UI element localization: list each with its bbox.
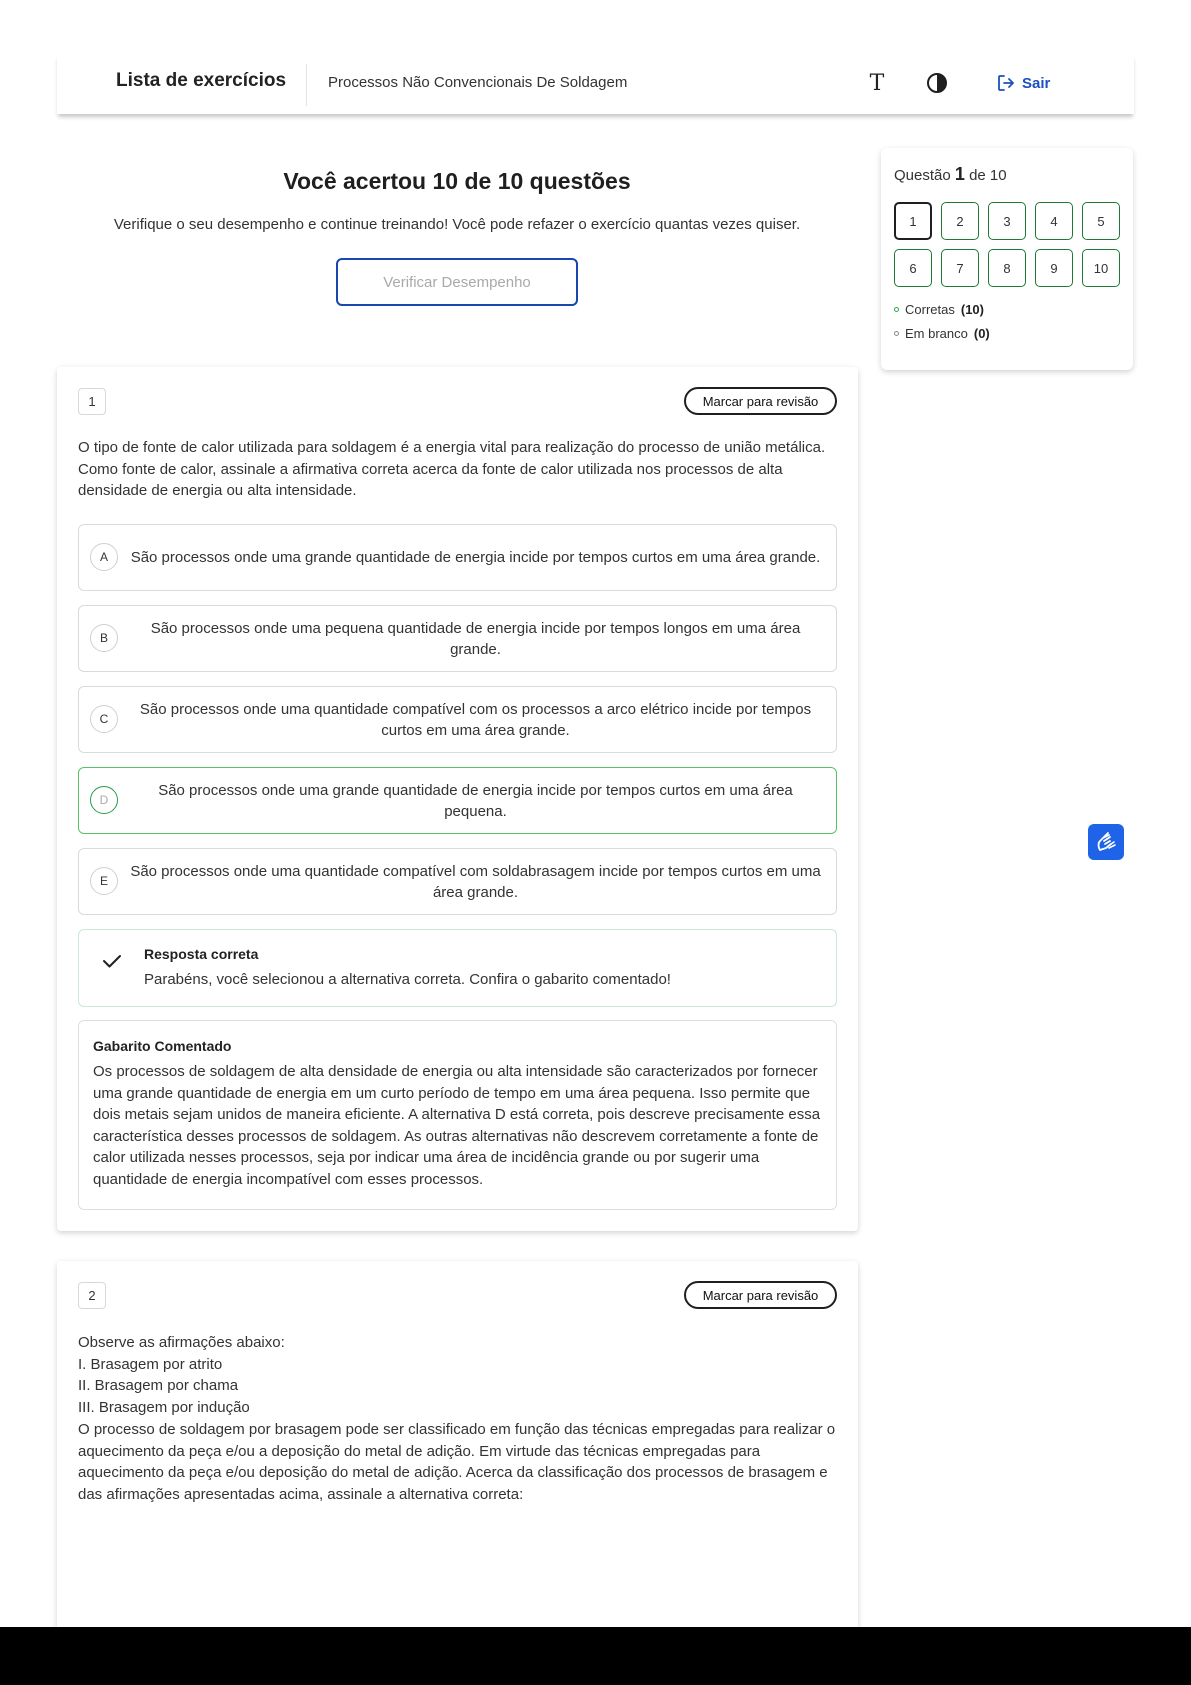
option-text: São processos onde uma quantidade compatível com soldabrasagem incide por tempos curtos em uma área grande. (130, 862, 821, 901)
legend-blank-count: (0) (973, 326, 990, 341)
option-text: São processos onde uma grande quantidade de energia incide por tempos curtos em uma área pequena. (158, 781, 793, 820)
question-statement: O tipo de fonte de calor utilizada para soldagem é a energia vital para realização do processo de união metálica. Como fonte de calor, assinale a afirmativa correta acerca da fonte de calor utilizada nos processos de alta densidade de energia ou alta intensidade. (78, 439, 826, 500)
navigator-total: de 10 (969, 167, 1007, 184)
subject-title: Processos Não Convencionais De Soldagem (328, 74, 628, 91)
nav-question-9[interactable]: 9 (1035, 249, 1073, 287)
explanation-title: Gabarito Comentado (93, 1038, 232, 1054)
question-card-2 (57, 1261, 858, 1661)
legend-blank-label: Em branco (905, 326, 968, 341)
font-size-button[interactable] (860, 66, 894, 100)
option-letter: A (90, 543, 118, 571)
option-text: São processos onde uma pequena quantidade de energia incide por tempos longos em uma área grande. (150, 619, 801, 658)
sign-language-icon (1094, 830, 1118, 854)
navigator-label: Questão (894, 167, 951, 184)
question-card-1 (57, 367, 858, 1231)
option-text: São processos onde uma grande quantidade de energia incide por tempos curtos em uma área grande. (130, 549, 821, 566)
nav-question-1[interactable]: 1 (894, 202, 932, 240)
navigator-grid (894, 202, 1120, 287)
bottom-bar (0, 1627, 1191, 1685)
mark-for-review-button[interactable]: Marcar para revisão (684, 387, 837, 415)
nav-question-2[interactable]: 2 (941, 202, 979, 240)
option-letter: E (90, 867, 118, 895)
legend-correct-count: (10) (960, 302, 984, 317)
nav-question-5[interactable]: 5 (1082, 202, 1120, 240)
nav-question-6[interactable]: 6 (894, 249, 932, 287)
option-a[interactable] (78, 524, 837, 591)
header-divider (306, 64, 307, 106)
contrast-button[interactable] (920, 66, 954, 100)
nav-question-3[interactable]: 3 (988, 202, 1026, 240)
option-letter: C (90, 705, 118, 733)
nav-question-8[interactable]: 8 (988, 249, 1026, 287)
nav-question-4[interactable]: 4 (1035, 202, 1073, 240)
statement-line: O processo de soldagem por brasagem pode ser classificado em função das técnicas empregadas para realizar o aquecimento da peça e/ou a deposição do metal de adição. Em virtude das técnicas empregadas para aquecimento da peça e/ou deposição do metal de adição. Acerca da classificação dos processos de brasagem e das afirmações apresentadas acima, assinale a alternativa correta: (78, 1420, 836, 1503)
logout-label: Sair (1022, 74, 1051, 92)
legend-correct (894, 302, 984, 317)
verify-performance-button[interactable]: Verificar Desempenho (336, 258, 578, 306)
check-icon (102, 953, 122, 969)
legend-blank (894, 326, 990, 341)
answer-explanation (78, 1020, 837, 1210)
option-d[interactable] (78, 767, 837, 834)
feedback-text: Parabéns, você selecionou a alternativa correta. Confira o gabarito comentado! (144, 971, 671, 988)
font-size-icon: T (869, 70, 885, 96)
feedback-title: Resposta correta (144, 946, 259, 962)
legend-correct-label: Corretas (905, 302, 955, 317)
nav-question-7[interactable]: 7 (941, 249, 979, 287)
question-number: 1 (78, 388, 106, 415)
explanation-text: Os processos de soldagem de alta densidade de energia ou alta intensidade são caracterizados por fornecer uma grande quantidade de energia em um curto período de tempo em uma área pequena. Isso permite que dois metais sejam unidos de maneira eficiente. A alternativa D está correta, pois descreve precisamente essa característica desses processos de soldagem. As outras alternativas não descrevem corretamente a fonte de calor utilizada nesses processos, seja por indicar uma área de incidência grande ou por sugerir uma quantidade de energia incompatível com esses processos. (93, 1063, 821, 1188)
result-title: Você acertou 10 de 10 questões (283, 168, 631, 194)
sign-language-button[interactable] (1088, 824, 1124, 860)
question-statement (78, 1332, 838, 1506)
option-text: São processos onde uma quantidade compatível com os processos a arco elétrico incide por tempos curtos em uma área grande. (139, 700, 812, 739)
question-number: 2 (78, 1282, 106, 1309)
result-subtitle: Verifique o seu desempenho e continue treinando! Você pode refazer o exercício quantas vezes quiser. (113, 216, 801, 233)
navigator-heading (894, 164, 1007, 185)
app-title: Lista de exercícios (116, 70, 287, 91)
statement-line: I. Brasagem por atrito (78, 1355, 223, 1373)
nav-question-10[interactable]: 10 (1082, 249, 1120, 287)
blank-dot-icon (894, 331, 899, 336)
answer-feedback (78, 929, 837, 1007)
option-letter: B (90, 624, 118, 652)
statement-line: Observe as afirmações abaixo: (78, 1334, 285, 1351)
option-letter: D (90, 786, 118, 814)
statement-line: II. Brasagem por chama (78, 1377, 239, 1395)
mark-for-review-button[interactable]: Marcar para revisão (684, 1281, 837, 1309)
contrast-icon (926, 72, 948, 94)
logout-button[interactable] (996, 68, 1050, 98)
option-b[interactable] (78, 605, 837, 672)
question-navigator (881, 148, 1133, 370)
navigator-current: 1 (954, 164, 965, 184)
correct-dot-icon (894, 307, 899, 312)
statement-line: III. Brasagem por indução (78, 1399, 250, 1417)
option-e[interactable] (78, 848, 837, 915)
top-header (57, 54, 1134, 114)
option-c[interactable] (78, 686, 837, 753)
logout-icon (996, 73, 1016, 93)
